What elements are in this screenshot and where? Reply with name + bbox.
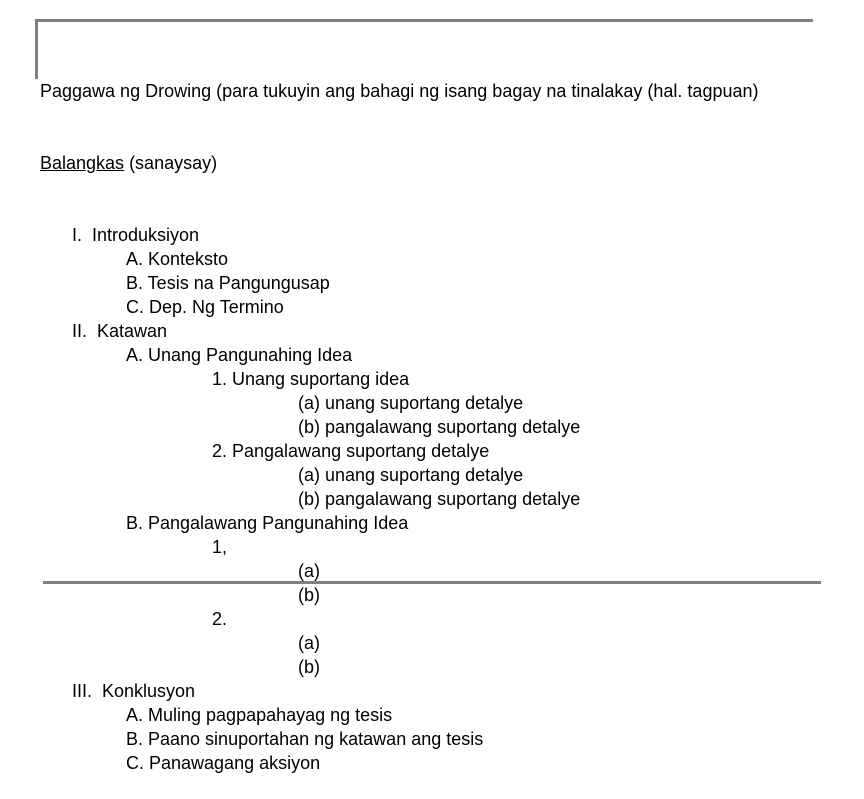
outline-item: (b) pangalawang suportang detalye [298, 489, 581, 509]
outline-item: (a) unang suportang detalye [298, 393, 524, 413]
outline-item: (a) unang suportang detalye [298, 465, 524, 485]
outline-item: I. Introduksiyon [72, 225, 200, 245]
outline-item: III. Konklusyon [72, 681, 196, 701]
outline-items [40, 223, 759, 775]
outline-item: (a) [298, 633, 320, 653]
outline-item: A. Muling pagpapahayag ng tesis [126, 705, 393, 725]
outline-item: (b) [298, 657, 320, 677]
outline-item: II. Katawan [72, 321, 168, 341]
outline-item: A. Unang Pangunahing Idea [126, 345, 353, 365]
outline-item: 1. Unang suportang idea [212, 369, 410, 389]
outline-item: (b) [298, 585, 320, 605]
outline-item: 2. [212, 609, 228, 629]
outline-item: B. Tesis na Pangungusap [126, 273, 330, 293]
outline-item: 2. Pangalawang suportang detalye [212, 441, 490, 461]
outline-document [40, 31, 759, 799]
outline-item: C. Dep. Ng Termino [126, 297, 284, 317]
subtitle-rest: (sanaysay) [124, 153, 218, 173]
outline-item: (b) pangalawang suportang detalye [298, 417, 581, 437]
outline-item: B. Pangalawang Pangunahing Idea [126, 513, 409, 533]
outline-item: (a) [298, 561, 320, 581]
document-title: Paggawa ng Drowing (para tukuyin ang bahagi ng isang bagay na tinalakay (hal. tagpuan) [40, 81, 759, 101]
top-divider [35, 19, 813, 22]
left-divider [35, 19, 38, 79]
outline-item: 1, [212, 537, 228, 557]
outline-item: A. Konteksto [126, 249, 229, 269]
outline-item: B. Paano sinuportahan ng katawan ang tesis [126, 729, 484, 749]
outline-item: C. Panawagang aksiyon [126, 753, 321, 773]
subtitle-underlined: Balangkas [40, 153, 125, 173]
document-subtitle [40, 151, 759, 175]
